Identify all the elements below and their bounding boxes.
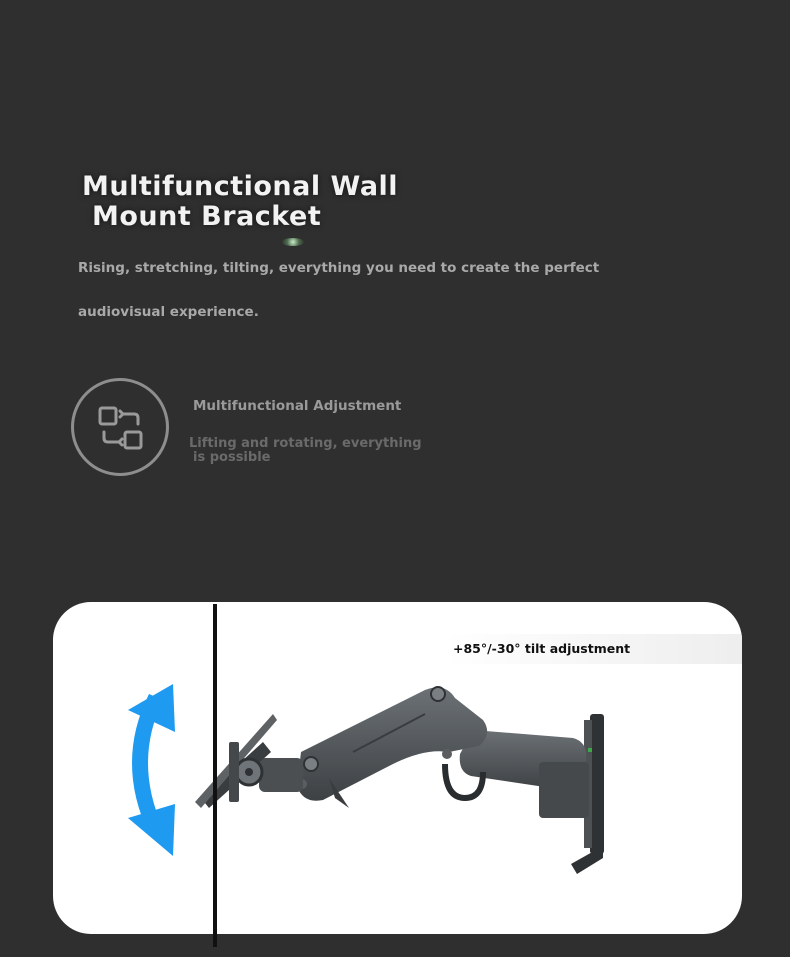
tv-screen-edge [213,604,217,947]
feature-title: Multifunctional Adjustment [193,398,402,414]
product-image-card [53,602,742,934]
subtitle-line-2: audiovisual experience. [78,304,259,320]
subtitle-line-1: Rising, stretching, tilting, everything you need to create the perfect [78,260,600,276]
feature-description [189,437,429,465]
swap-rotate-icon [96,403,146,453]
tilt-adjustment-label: +85°/-30° tilt adjustment [445,634,742,664]
title-line-2: Mount Bracket [92,201,322,232]
page-title [82,172,398,232]
feature-icon-circle [71,378,169,476]
light-glow [282,238,304,246]
title-line-1: Multifunctional Wall [82,171,399,202]
subtitle [78,246,638,334]
feature-desc-line-2: is possible [193,450,271,465]
gas-spring-arm [297,687,487,808]
feature-desc-line-1: Lifting and rotating, everything [189,436,422,451]
vesa-head [195,714,303,808]
tilt-arrow-icon [128,684,175,856]
